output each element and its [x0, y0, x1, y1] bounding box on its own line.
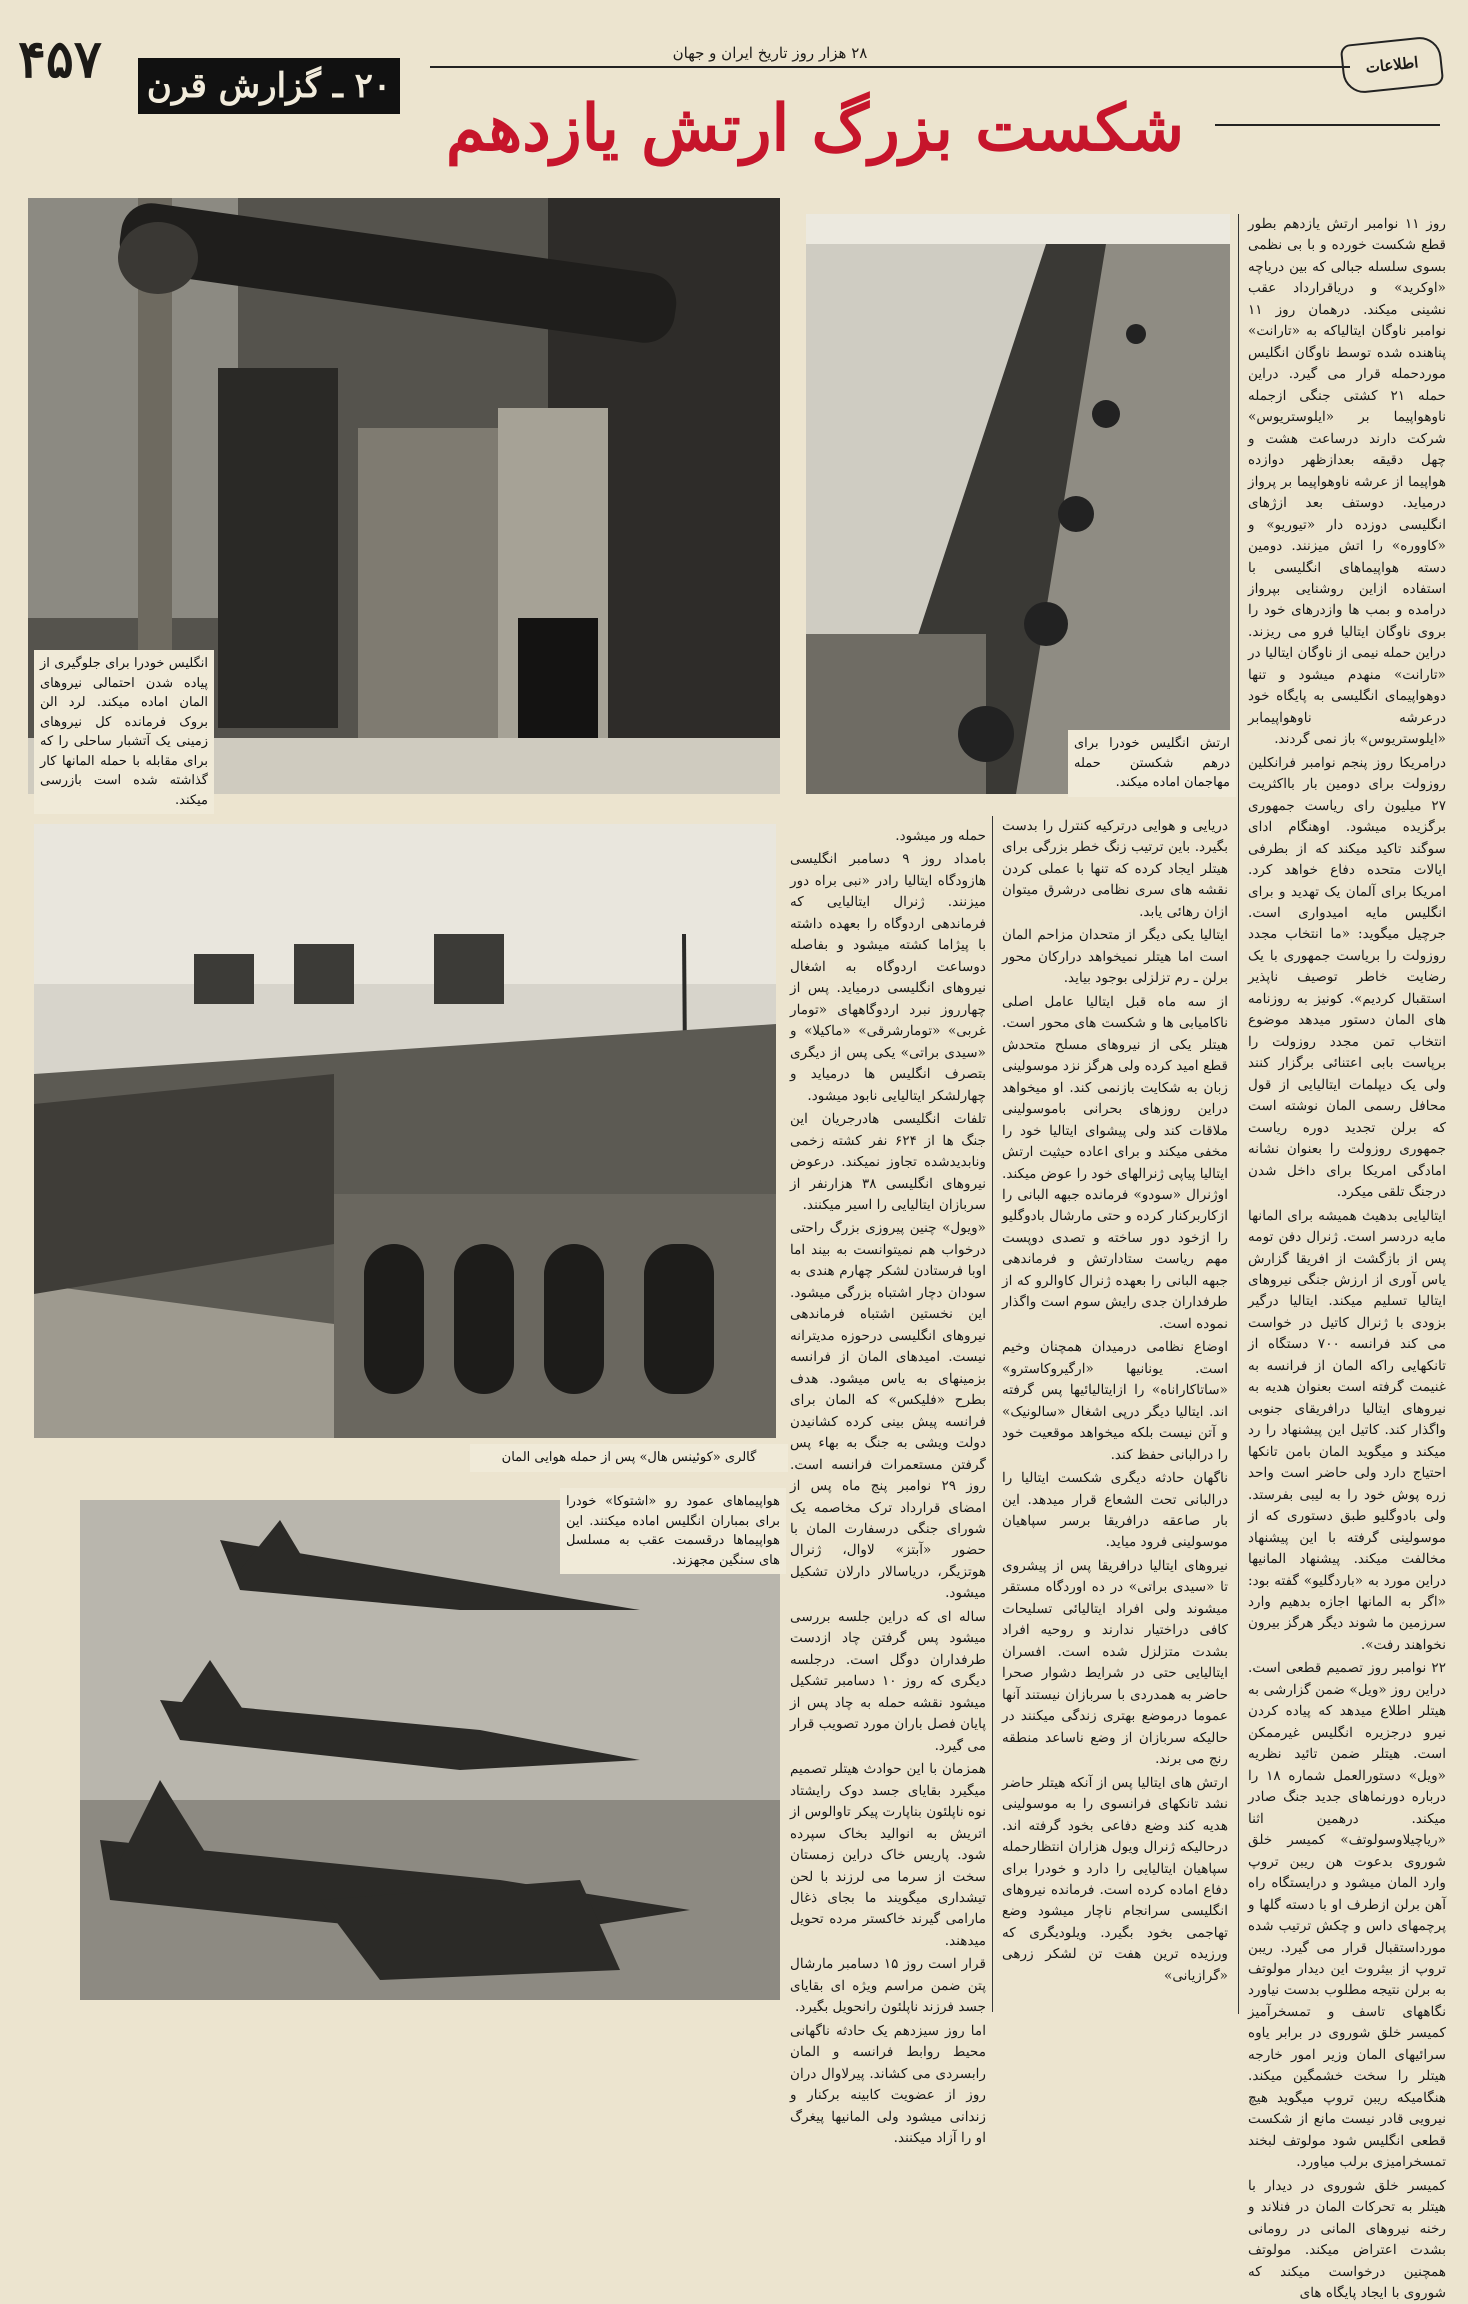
caption-gunners: ارتش انگلیس خودرا برای درهم شکستن حمله مهاجمان اماده میکند.	[1068, 730, 1236, 797]
paragraph: ناگهان حادثه دیگری شکست ایتالیا را درالبانی تحت الشعاع قرار میدهد. این بار صاعقه درافریقا برسر سپاهیان موسولینی فرود میاید.	[1002, 1470, 1228, 1551]
article-column-middle	[1002, 816, 1228, 2012]
photo-machine-gunners	[806, 214, 1230, 794]
paragraph: ایتالیایی بدهیث همیشه برای المانها مایه دردسر است. ژنرال دفن تومه پس از بازگشت از افریقا گزارش یاس آوری از ارزش جنگی نیروهای ایتالیا تسلیم میکند. ایتالیا درگیر بزودی با ژنرال کاتیل در خواست می کند فرانسه ۷۰۰ دستگاه از تانکهایی راکه المان از فرانسه به غنیمت گرفته است بعنوان هدیه به نیروهای ایتالیا درافریقای جنوبی واگذار کند. کاتیل این پیشنهاد را رد میکند و میگوید المان بامن تانکها احتیاج دارد ولی حاضر است واحد زره پوش خود را به لیبی بفرستد. ولی بادوگلیو طبق دستوری که از موسولینی گرفته با این پیشنهاد مخالفت میکند. پیشنهاد المانیها دراین مورد به «باردگلیو» گفته بود: «اگر به المانها اجازه بدهیم وارد سرزمین ما شوند دیگر هرگز بیرون نخواهند رفت».	[1248, 1207, 1446, 1653]
paragraph: اوضاع نظامی درمیدان همچنان وخیم است. یونانیها «ارگیروکاسترو» «ساتاکاراناه» را ازایتالیائیها پس گرفته اند. ایتالیا دیگر درپی اشغال «سالونیک» و آتن نیست بلکه میخواهد موقعیت خود را درالبانی حفظ کند.	[1002, 1339, 1228, 1463]
page-number: ۴۵۷	[18, 29, 102, 90]
paragraph: کمیسر خلق شوروی در دیدار با هیتلر به تحرکات المان در فنلاند و رخنه نیروهای المانی در رومانی بشدت اعتراض میکند. مولوتف همچنین درخواست میکند که شوروی با ایجاد پایگاه های	[1248, 2177, 1446, 2301]
photo-stuka-aircraft	[80, 1500, 780, 2000]
paragraph: از سه ماه قبل ایتالیا عامل اصلی ناکامیابی ها و شکست های محور است. هیتلر یکی از نیروهای مسلح متحدش قطع امید کرده ولی هرگز نزد موسولینی زبان به شکایت بازنمی کند. او میخواهد دراین روزهای بحرانی باموسولینی ملاقات کند ولی پیشوای ایتالیا خود را مخفی میکند و برای اعاده حیثیت ارتش ایتالیا پیاپی ژنرالهای خود را عوض میکند. اوژنرال «سودو» فرمانده جبهه البانی را ازکاربرکنار کرده و حتی مارشال بادوگلیو را ازخود دور ساخته و تصدی دوپست مهم ریاست ستادارتش و فرماندهی جبهه البانی را بعهده ژنرال کاوالرو که از طرفداران جدی رایش سوم است واگذار نموده است.	[1002, 993, 1228, 1332]
photo-bombed-gallery	[34, 824, 776, 1438]
caption-aircraft: هواپیماهای عمود رو «اشتوکا» خودرا برای بمباران انگلیس اماده میکنند. این هواپیماها درقسمت عقب به مسلسل های سنگین مجهزند.	[560, 1488, 786, 1574]
paragraph: دریایی و هوایی درترکیه کنترل را بدست بگیرد. باین ترتیب زنگ خطر بزرگی برای هیتلر ایجاد کرده که تنها با عملی کردن نقشه های سری نظامی درشرق میتوان ازان رهائی یابد.	[1002, 818, 1228, 920]
article-column-right	[1248, 214, 1447, 2301]
paragraph: ایتالیا یکی دیگر از متحدان مزاحم المان است اما هیتلر نمیخواهد درارکان محور برلن ـ رم تزلزلی بوجود بیاید.	[1002, 927, 1228, 987]
caption-cannon: انگلیس خودرا برای جلوگیری از پیاده شدن احتمالی نیروهای المان اماده میکند. لرد الن بروک فرمانده کل نیروهای زمینی یک آتشبار ساحلی را که برای مقابله با حمله المانها کار گذاشته شده است بازرسی میکند.	[34, 650, 214, 814]
column-divider	[1238, 214, 1239, 2014]
paragraph: بامداد روز ۹ دسامبر انگلیسی هازودگاه ایتالیا رادر «نبی براه دور میزنند. ژنرال ایتالیایی که فرماندهی اردوگاه را بعهده داشته با پیژاما کشته میشود و بفاصله دوساعت اردوگاه به اشغال نیروهای انگلیسی درمیاید. پس از چهارروز نبرد اردوگاههای «تومار غربی» «تومارشرقی» «ماکیلا» و «سیدی براتی» یکی پس از دیگری بتصرف انگلیس ها درمیاید و چهارلشکر ایتالیایی نابود میشود.	[790, 851, 986, 1104]
paragraph: همزمان با این حوادث هیتلر تصمیم میگیرد بقایای جسد دوک رایشتاد نوه ناپلئون بناپارت پیکر تاوالوس از اتریش به انوالید بخاک سپرده شود. پاریس خاک دراین زمستان سخت از سرما می لرزند با لحن تیشداری میگویند ما بجای ذغال مارامی گیرند خاکستر مرده تحویل میدهند.	[790, 1761, 986, 1949]
headline: شکست بزرگ ارتش یازدهم	[445, 91, 1185, 166]
column-divider	[992, 816, 993, 2012]
paragraph: روز ۱۱ نوامبر ارتش یازدهم بطور قطع شکست خورده و با بی نظمی بسوی سلسله جبالی که بین دریاچه «اوکرید» و دریاقرارداد عقب نشینی میکند. درهمان روز ۱۱ نوامبر ناوگان ایتالیاکه به «تارانت» پناهنده شده توسط ناوگان انگلیس موردحمله قرار می گیرد. دراین حمله ۲۱ کشتی جنگی ازجمله ناوهواپیما بر «ایلوستریوس» شرکت دارند درساعت هشت و چهل دقیقه بعدازظهر دوازده هواپیما از عرشه ناوهواپیما بر پرواز درمیاید. دوستف بعد ازژهای انگلیسی دوزده دار «تیوریو» و «کاووره» را اتش میزنند. دومین دسته هواپیماهای انگلیسی با استفاده ازاین روشنایی بپرواز درامده و بمب ها وازدرهای خود را بروی ناوگان ایتالیا فرو می ریزند. دراین حمله نیمی از ناوگان ایتالیا در «تارانت» منهدم میشود و تنها دوهواپیمای انگلیسی به پایگاه خود درعرشه ناوهواپیمابر «ایلوستریوس» باز نمی گردند.	[1248, 216, 1447, 748]
newspaper-logo: اطلاعات	[1340, 35, 1445, 95]
paragraph: ساله ای که دراین جلسه بررسی میشود پس گرفتن چاد ازدست طرفداران دوگل است. درجلسه دیگری که روز ۱۰ دسامبر تشکیل میشود نقشه حمله به چاد پس از پایان فصل باران مورد تصویب قرار می گیرد.	[790, 1608, 986, 1754]
gallery-photo-image	[34, 824, 776, 1438]
top-rule	[430, 66, 1350, 68]
paragraph: «ویول» چنین پیروزی بزرگ راحتی درخواب هم نمیتوانست به بیند اما اوبا فرستادن لشکر چهارم هندی به سودان دچار اشتباه بزرگی میشود. این نخستین اشتباه فرماندهی نیروهای انگلیسی درحوزه مدیترانه نیست. امیدهای المان از فرانسه بزمینهای به یاس میشود. هدف بطرح «فلیکس» که المان برای فرانسه پیش بینی کرده کشانیدن دولت ویشی به جنگ به بهاء پس گرفتن مستعمرات فرانسه است. روز ۲۹ نوامبر پنج ماه پس از امضای قرارداد ترک مخاصمه یک شورای جنگی درسفارت المان با حضور «آبتز» لاوال، ژنرال هوتزیگر، دریاسالار دارلان تشکیل میشود.	[790, 1220, 987, 1602]
paragraph: قرار است روز ۱۵ دسامبر مارشال پتن ضمن مراسم ویژه ای بقایای جسد فرزند ناپلئون رانحویل بگیرد.	[790, 1956, 986, 2016]
paragraph: اما روز سیزدهم یک حادثه ناگهانی محیط روابط فرانسه و المان رابسردی می کشاند. پیرلاوال دران روز از عضویت کابینه برکنار و زندانی میشود ولی المانیها پیغرگ او را آزاد میکنند.	[790, 2022, 986, 2147]
paragraph: حمله ور میشود.	[895, 828, 986, 844]
paragraph: نیروهای ایتالیا درافریقا پس از پیشروی تا «سیدی براتی» در ده اوردگاه مستقر میشوند ولی افراد ایتالیائی تسلیحات کافی دراختیار ندارند و روحیه افراد بشدت متزلزل شده است. افسران ایتالیایی حتی در شرایط دشوار صحرا حاضر به همدردی با سربازان نیستند آنها عموما درموضع بهتری زندگی میکنند در حالیکه سربازان از وضع ناساعد منطقه رنج می برند.	[1002, 1557, 1228, 1768]
series-label: ۲۰ ـ گزارش قرن	[138, 58, 400, 114]
running-head: ۲۸ هزار روز تاریخ ایران و جهان	[672, 44, 868, 62]
paragraph: ارتش های ایتالیا پس از آنکه هیتلر حاضر نشد تانکهای فرانسوی را به موسولینی هدیه کند وضع دفاعی بخود گرفته اند. درحالیکه ژنرال ویول هزاران انتظارحمله سپاهیان ایتالیایی را دارد و خودرا برای دفاع اماده کرده است. فرمانده نیروهای انگلیسی سرانجام ناچار میشود وضع تهاجمی بخود بگیرد. ویلودیگری که ورزیده ترین هفت تن لشکر زرهی «گرازیانی»	[1002, 1774, 1228, 1984]
caption-gallery: گالری «کوئینس هال» پس از حمله هوایی المان	[470, 1444, 788, 1472]
aircraft-photo-image	[80, 1500, 780, 2000]
article-column-left	[790, 826, 987, 2147]
paragraph: درامریکا روز پنجم نوامبر فرانکلین روزولت برای دومین بار بااکثریت ۲۷ میلیون رای ریاست جمهوری برگزیده میشود. اوهنگام ادای سوگند تاکید میکند که از بطرفی ایالات متحده دفاع خواهد کرد. امریکا برای آلمان یک تهدید و برای انگلیس مایه امیدواری است. جرچیل میگوید: «ما انتخاب مجدد روزولت را بریاست جمهوری با یک رضایت خاطر توصیف ناپذیر استقبال کردیم». کونیز به روزنامه های المان دستور میدهد موضوع انتخاب تمن مجدد روزولت را برپاست بابی اعتنائی برگزار کنند ولی یک دیپلمات ایتالیایی از قول محافل رسمی المان نوشته است که برلن تجدید دوره ریاست جمهوری روزولت را بعنوان نشانه امادگی امریکا برای داخل شدن درجنگ تلقی میکرد.	[1248, 754, 1446, 1201]
paragraph: تلفات انگلیسی هادرجریان این جنگ ها از ۶۲۴ نفر کشته زخمی ونابدیدشده تجاوز نمیکند. درعوض نیروهای انگلیسی ۳۸ هزارنفر از سربازان ایتالیایی را اسیر میکنند.	[790, 1111, 986, 1213]
paragraph: ۲۲ نوامبر روز تصمیم قطعی است. دراین روز «ویل» ضمن گزارشی به هیتلر اطلاع میدهد که پیاده کردن نیرو درجزیره انگلیس غیرممکن است. هیتلر ضمن تائید نظریه «ویل» دستورالعمل شماره ۱۸ را درباره دورنماهای جدید جنگ صادر میکند. درهمین اثنا «ریاچیلاوسولوتف» کمیسر خلق شوروی بدعوت هن ریبن تروپ وارد المان میشود و درایستگاه راه آهن برلن ازطرف او با دسته گلها و پرچمهای داس و چکش ترتیب شده مورداستقبال قرار می گیرد. ریبن تروپ از بیثروت این دیدار مولوتف به برلن نتیجه مطلوب بدست نیاورد نگاههای تاسف و تمسخرآمیز کمیسر خلق شوروی در برابر یاوه سرائیهای المان وزیر امور خارجه هیتلر را سخت خشمگین میکند. هنگامیکه ریبن تروپ میگوید هیچ نیرویی قادر نیست مانع از شکست قطعی انگلیس شود مولوتف لبخند تمسخرامیزی برلب میاورد.	[1248, 1660, 1446, 2171]
headline-rule	[1215, 124, 1440, 126]
gunners-photo-image	[806, 214, 1230, 794]
